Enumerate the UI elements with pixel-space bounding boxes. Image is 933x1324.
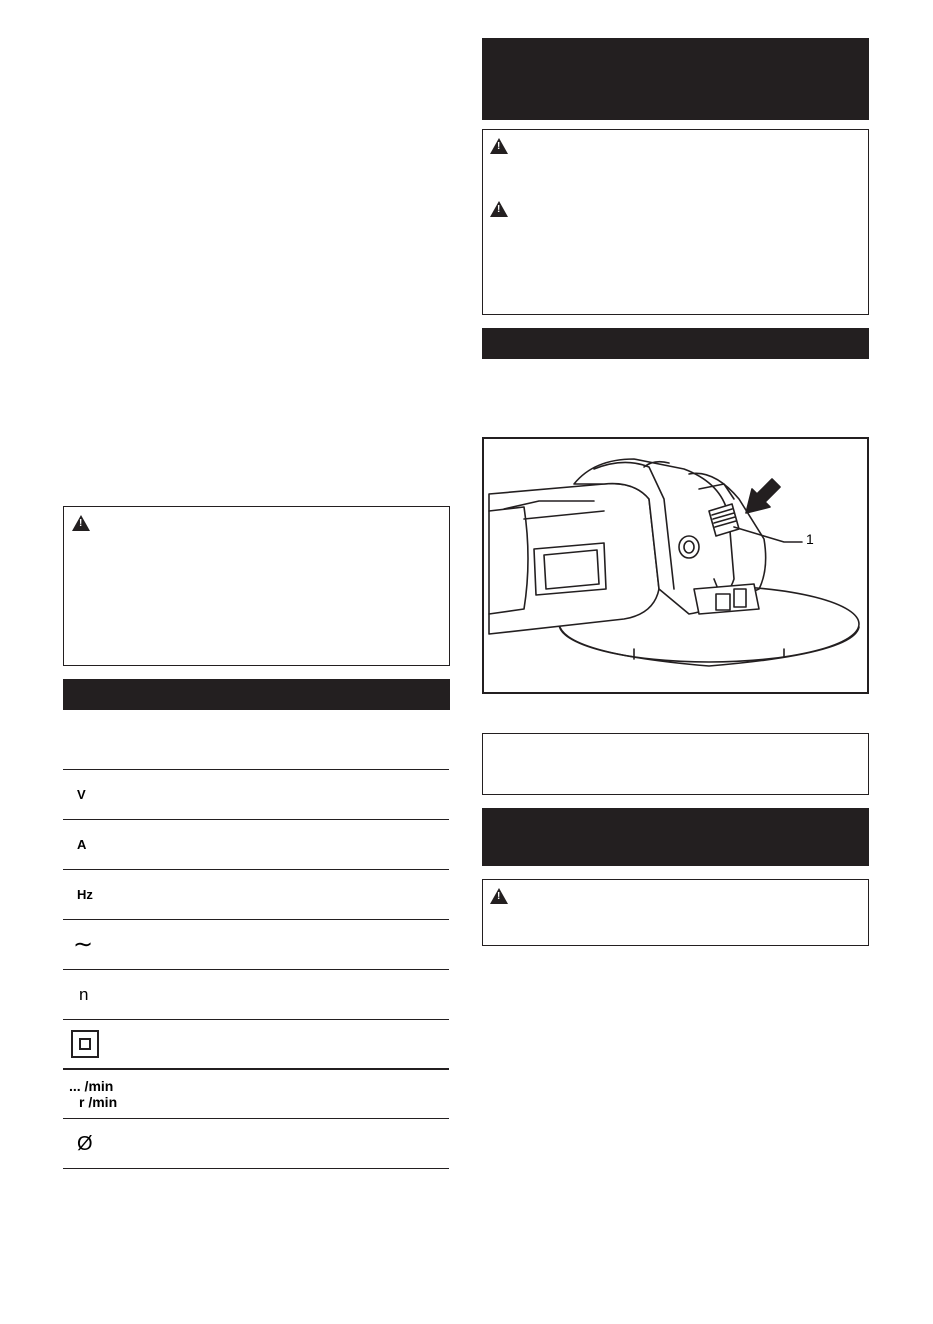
symbol-per-minute-line2: r /min [79, 1094, 118, 1110]
warning-triangle-icon [490, 888, 508, 904]
symbol-row-per-minute [63, 1068, 449, 1118]
symbol-hertz: Hz [77, 886, 93, 902]
symbol-per-minute [69, 1078, 117, 1110]
section-header-bar-top [482, 38, 869, 120]
section-header-bar-middle [482, 328, 869, 359]
warning-box-left [63, 506, 450, 666]
symbol-row-diameter [63, 1118, 449, 1168]
class-ii-construction-icon [71, 1030, 99, 1058]
symbols-table-bottom-rule [63, 1168, 449, 1169]
warning-triangle-icon [490, 201, 508, 217]
angle-grinder-illustration [484, 439, 867, 692]
warning-box-right-top [482, 129, 869, 315]
section-header-bar-symbols [63, 679, 450, 710]
symbol-row-no-load-speed [63, 969, 449, 1019]
diameter-icon: Ø [77, 1132, 93, 1155]
symbol-volts: V [77, 786, 86, 802]
symbol-amperes: A [77, 836, 87, 852]
figure-frame [482, 437, 869, 694]
symbol-per-minute-line1: ... /min [69, 1078, 114, 1094]
symbol-row-hertz [63, 869, 449, 919]
figure-callout-number: 1 [806, 531, 814, 547]
symbol-row-class-ii [63, 1019, 449, 1069]
symbol-no-load-speed: n [79, 984, 89, 1004]
warning-box-right-bottom [482, 879, 869, 946]
symbol-row-alternating-current [63, 919, 449, 969]
warning-triangle-icon [72, 515, 90, 531]
note-box [482, 733, 869, 795]
symbol-row-amperes [63, 819, 449, 869]
section-header-bar-lower [482, 808, 869, 866]
warning-triangle-icon [490, 138, 508, 154]
alternating-current-icon: ∼ [73, 930, 94, 958]
symbol-row-volts [63, 769, 449, 819]
